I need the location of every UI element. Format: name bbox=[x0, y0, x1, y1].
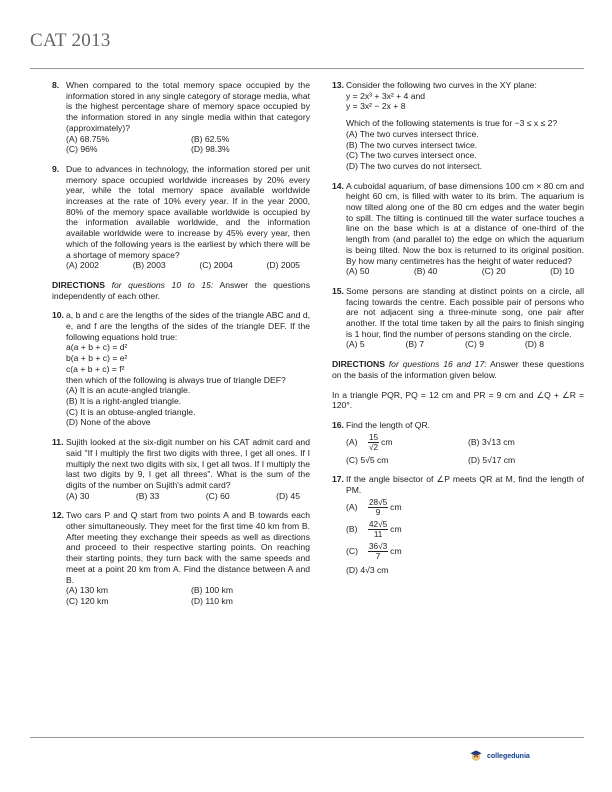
option-a: (A) 130 km bbox=[66, 585, 109, 596]
directions-label: DIRECTIONS bbox=[52, 279, 105, 290]
question-text: Consider the following two curves in the XY plane: bbox=[346, 80, 537, 90]
denominator: 9 bbox=[375, 508, 381, 518]
question-14 bbox=[332, 181, 584, 277]
option-b: (B) The two curves intersect twice. bbox=[346, 139, 478, 150]
directions-text: Answer these questions on the basis of the information given below. bbox=[332, 359, 584, 380]
options bbox=[346, 339, 584, 350]
fraction bbox=[368, 520, 388, 540]
option-a: (A) 68.75% bbox=[66, 133, 109, 144]
denominator: √2 bbox=[369, 443, 379, 453]
question-17 bbox=[332, 474, 584, 575]
question-text: Sujith looked at the six-digit number on his CAT admit card and said "If I multiply the first two digits with three, I get all ones. If I multiply the next two digits with six, I get all twos. If I multiply the last two digits by 9, I get all threes". What is the sum of the digits of the number on Sujith's admit card? bbox=[66, 437, 310, 490]
question-12 bbox=[52, 510, 310, 606]
option-b: (B) 2003 bbox=[132, 260, 166, 271]
option-c: (C) 96% bbox=[66, 144, 98, 155]
numerator: 42√5 bbox=[369, 519, 388, 529]
option-c bbox=[346, 542, 584, 562]
equation: c(a + b + c) = f² bbox=[66, 363, 125, 374]
option-label: (A) bbox=[346, 437, 358, 448]
question-16 bbox=[332, 420, 584, 465]
option-c: (C) 9 bbox=[464, 339, 485, 350]
options bbox=[66, 134, 310, 155]
fraction bbox=[368, 498, 388, 518]
option-c: (C) The two curves intersect once. bbox=[346, 150, 477, 161]
option-d: (D) 4√3 cm bbox=[346, 564, 389, 575]
footer-divider bbox=[30, 737, 584, 738]
question-text: Find the length of QR. bbox=[346, 419, 431, 430]
option-a bbox=[346, 433, 462, 453]
question-10 bbox=[52, 310, 310, 428]
question-text: Two cars P and Q start from two points A and B towards each other simultaneously. They meet for the first time 40 km from B. After meeting they exchange their speeds as well as directions and proceed to their respective starting points. On reaching their starting points, they turn back with the same speeds and meet at a point 20 km from A. Find the distance between A and B. bbox=[66, 510, 310, 585]
option-b: (B) 7 bbox=[405, 339, 425, 350]
option-b: (B) 62.5% bbox=[191, 133, 230, 144]
directions-text: Answer the questions independently of each other. bbox=[52, 279, 311, 301]
option-c: (C) 5√5 cm bbox=[346, 454, 389, 465]
question-text: When compared to the total memory space occupied by the information stored in any single category of storage media, what is the highest percentage share of memory space occupied by the information stored in any single media within that category (approximately)? bbox=[66, 80, 310, 133]
options bbox=[346, 266, 584, 277]
equations bbox=[346, 91, 584, 112]
option-a: (A) 50 bbox=[346, 266, 370, 277]
option-c: (C) It is an obtuse-angled triangle. bbox=[66, 406, 196, 417]
fraction bbox=[368, 433, 379, 453]
question-number: 13. bbox=[332, 80, 344, 90]
option-b bbox=[346, 520, 584, 540]
option-b: (B) 33 bbox=[135, 490, 160, 501]
left-column bbox=[52, 80, 310, 616]
option-d: (D) 5√17 cm bbox=[468, 454, 516, 465]
option-d: (D) 2005 bbox=[266, 260, 300, 271]
directions-label: DIRECTIONS bbox=[332, 359, 385, 370]
equation: a(a + b + c) = d² bbox=[66, 342, 128, 353]
option-c: (C) 20 bbox=[481, 266, 506, 277]
question-text: If the angle bisector of ∠P meets QR at M, find the length of PM. bbox=[346, 474, 584, 496]
directions-range: for questions 10 to 15: bbox=[111, 279, 214, 290]
triangle-info: In a triangle PQR, PQ = 12 cm and PR = 9 cm and ∠Q + ∠R = 120°. bbox=[332, 389, 584, 411]
question-number: 17. bbox=[332, 474, 344, 485]
option-label: (C) bbox=[346, 546, 358, 557]
equation: y = 3x² − 2x + 8 bbox=[346, 101, 406, 112]
graduate-icon bbox=[469, 749, 483, 763]
page-title: CAT 2013 bbox=[30, 30, 111, 51]
option-label: (B) bbox=[346, 524, 358, 535]
brand-name: collegedunia bbox=[487, 752, 530, 760]
option-b: (B) 40 bbox=[413, 266, 438, 277]
option-d: (D) 8 bbox=[524, 339, 544, 350]
question-number: 9. bbox=[52, 163, 60, 174]
denominator: 7 bbox=[375, 552, 381, 562]
question-9 bbox=[52, 164, 310, 271]
question-text: Some persons are standing at distinct points on a circle, all facing towards the centre. Each possible pair of persons who are not adjacent sing a three-minute song, one pair after another. If the total time taken by all the pairs to finish singing is 1 hour, find the number of persons standing on the circle. bbox=[346, 285, 584, 339]
question-13 bbox=[332, 80, 584, 172]
option-a: (A) It is an acute-angled triangle. bbox=[66, 385, 191, 396]
options bbox=[346, 129, 584, 172]
question-number: 12. bbox=[52, 510, 64, 521]
option-d: (D) 110 km bbox=[191, 595, 233, 606]
option-a: (A) 2002 bbox=[66, 260, 99, 271]
option-c: (C) 2004 bbox=[199, 260, 233, 271]
options bbox=[66, 585, 310, 606]
option-d: (D) None of the above bbox=[66, 417, 151, 428]
question-text: Due to advances in technology, the information stored per unit memory space occupied worldwide increases by 20% every year, while the total memory space available worldwide increases at the rate of 10% every year. If in the year 2000, 80% of the memory space available worldwide is occupied by the information available worldwide, and the information available worldwide were to increase by 45% every year, then which of the following years is the earliest by which there will be a shortage of memory space? bbox=[66, 163, 310, 260]
numerator: 15 bbox=[369, 432, 379, 442]
question-text: a, b and c are the lengths of the sides of the triangle ABC and d, e, and f are the lengths of the sides of the triangle DEF. If the following equations hold true: bbox=[66, 310, 310, 342]
unit: cm bbox=[381, 437, 393, 448]
header-divider bbox=[30, 68, 584, 69]
right-column bbox=[332, 80, 584, 585]
option-d: (D) 10 bbox=[550, 266, 574, 277]
directions-16-17 bbox=[332, 359, 584, 380]
option-d: (D) 98.3% bbox=[191, 144, 230, 155]
question-prompt: then which of the following is always true of triangle DEF? bbox=[66, 374, 286, 385]
option-b: (B) 3√13 cm bbox=[468, 437, 515, 448]
unit: cm bbox=[390, 524, 402, 535]
numerator: 36√3 bbox=[369, 541, 388, 551]
question-number: 14. bbox=[332, 180, 344, 191]
option-a: (A) 5 bbox=[346, 339, 365, 350]
question-number: 8. bbox=[52, 80, 60, 90]
brand-logo bbox=[469, 749, 530, 763]
question-8 bbox=[52, 80, 310, 155]
fraction bbox=[368, 542, 388, 562]
option-d: (D) 45 bbox=[276, 490, 300, 501]
options bbox=[66, 260, 310, 271]
option-b: (B) It is a right-angled triangle. bbox=[66, 395, 182, 406]
option-c: (C) 120 km bbox=[66, 595, 109, 606]
option-a: (A) The two curves intersect thrice. bbox=[346, 128, 479, 139]
question-11 bbox=[52, 437, 310, 501]
unit: cm bbox=[390, 546, 402, 557]
option-c: (C) 60 bbox=[205, 490, 230, 501]
numerator: 28√5 bbox=[369, 497, 388, 507]
question-number: 10. bbox=[52, 310, 64, 321]
question-number: 11. bbox=[52, 437, 64, 448]
directions-10-15 bbox=[52, 280, 310, 301]
question-number: 15. bbox=[332, 285, 344, 296]
denominator: 11 bbox=[373, 530, 383, 540]
option-label: (A) bbox=[346, 502, 358, 513]
options bbox=[66, 385, 310, 428]
equation: b(a + b + c) = e² bbox=[66, 353, 128, 364]
option-b: (B) 100 km bbox=[191, 585, 234, 596]
question-number: 16. bbox=[332, 419, 344, 430]
equations bbox=[66, 342, 310, 374]
question-15 bbox=[332, 286, 584, 350]
option-d: (D) The two curves do not intersect. bbox=[346, 160, 482, 171]
directions-range: for questions 16 and 17: bbox=[388, 359, 487, 370]
options bbox=[346, 498, 584, 576]
equation: y = 2x³ + 3x² + 4 and bbox=[346, 90, 426, 101]
option-a: (A) 30 bbox=[66, 490, 90, 501]
question-text: A cuboidal aquarium, of base dimensions 100 cm × 80 cm and height 60 cm, is filled with water to its brim. The aquarium is now tilted along one of the 80 cm edges and the water begin to spill. The tilting is continued till the water surface touches a line on the base which is at a distance of one-third of the length from (and parallel to) the edge on which the aquarium is being tilted. Now the box is returned to its original position. By how many centimetres has the height of water reduced? bbox=[346, 180, 584, 266]
unit: cm bbox=[390, 502, 402, 513]
question-prompt: Which of the following statements is true for −3 ≤ x ≤ 2? bbox=[346, 118, 558, 129]
options bbox=[346, 431, 584, 466]
option-a bbox=[346, 498, 584, 518]
options bbox=[66, 491, 310, 502]
